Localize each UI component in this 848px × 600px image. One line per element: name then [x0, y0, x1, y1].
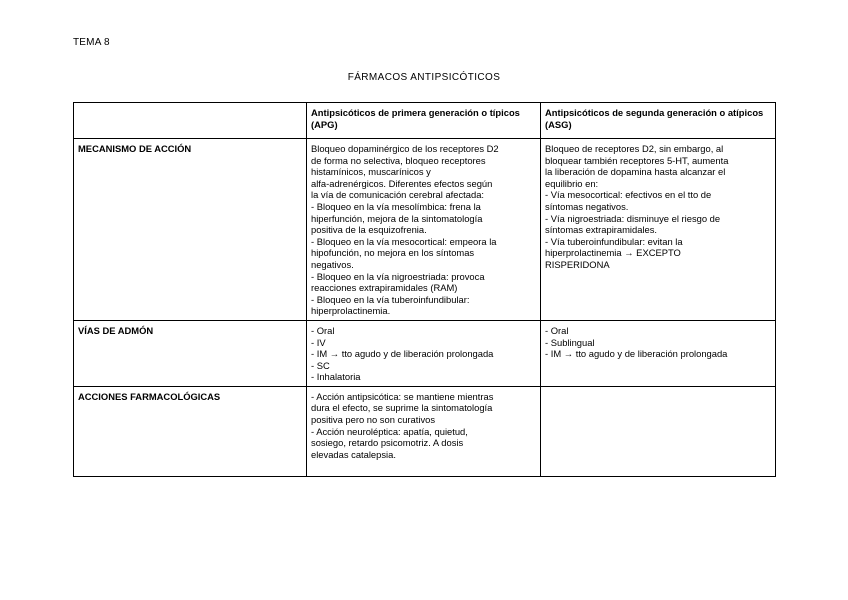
- cell-text-line: bloquear también receptores 5-HT, aumenta: [545, 154, 729, 166]
- document-title: FÁRMACOS ANTIPSICÓTICOS: [347, 72, 501, 83]
- cell-text-line: - Vía nigroestriada: disminuye el riesgo de: [545, 212, 721, 224]
- cell-vias-apg: [307, 320, 541, 386]
- cell-text-line: dura el efecto, se suprime la sintomatología: [311, 402, 493, 414]
- cell-text-line: - Bloqueo en la vía mesolímbica: frena la: [311, 200, 481, 212]
- cell-text-line: hiperprolactinemia.: [311, 305, 391, 317]
- antipsychotics-table: [73, 102, 776, 477]
- table-header-row: [74, 103, 776, 139]
- cell-text-line: la liberación de dopamina hasta alcanzar el: [545, 166, 726, 178]
- cell-text-line: síntomas extrapiramidales.: [545, 224, 658, 236]
- cell-text-line: Bloqueo de receptores D2, sin embargo, al: [545, 143, 724, 154]
- cell-text-line: - Acción neuroléptica: apatía, quietud,: [311, 425, 468, 437]
- cell-text-line: - Bloqueo en la vía mesocortical: empeora la: [311, 235, 497, 247]
- cell-text-line: - Bloqueo en la vía nigroestriada: provoca: [311, 270, 485, 282]
- row-label-acciones: ACCIONES FARMACOLÓGICAS: [74, 386, 307, 476]
- cell-text-line: negativos.: [311, 258, 354, 270]
- cell-text-line: histamínicos, muscarínicos y: [311, 166, 431, 178]
- cell-text-line: de forma no selectiva, bloqueo receptores: [311, 154, 486, 166]
- cell-text-line: - SC: [311, 359, 330, 371]
- cell-text-line: alfa-adrenérgicos. Diferentes efectos según: [311, 177, 493, 189]
- cell-mecanismo-apg: [307, 139, 541, 321]
- cell-text-line: - Acción antipsicótica: se mantiene mientras: [311, 390, 494, 402]
- row-acciones: [74, 386, 776, 476]
- cell-text-line: - IV: [311, 336, 326, 348]
- cell-text-line: reacciones extrapiramidales (RAM): [311, 282, 458, 294]
- cell-text-line: síntomas negativos.: [545, 200, 629, 212]
- cell-text-line: equilibrio en:: [545, 177, 599, 189]
- column-header-asg: Antipsicóticos de segunda generación o atípicos (ASG): [541, 103, 776, 139]
- cell-text-line: - Oral: [311, 324, 335, 336]
- row-label-vias: VÍAS DE ADMÓN: [74, 320, 307, 386]
- cell-mecanismo-asg: [541, 139, 776, 321]
- cell-text-line: positiva pero no son curativos: [311, 414, 436, 426]
- cell-text-line: hipofunción, no mejora en los síntomas: [311, 247, 475, 259]
- cell-vias-asg: [541, 320, 776, 386]
- cell-text-line: - Vía mesocortical: efectivos en el tto de: [545, 189, 712, 201]
- column-header-empty: [74, 103, 307, 139]
- cell-text-line: - IM → tto agudo y de liberación prolongada: [311, 348, 494, 360]
- cell-text-line: - Vía tuberoinfundibular: evitan la: [545, 235, 683, 247]
- row-vias: [74, 320, 776, 386]
- page-header-tema: TEMA 8: [73, 37, 110, 48]
- cell-acciones-asg: [541, 386, 776, 476]
- cell-text-line: - Inhalatoria: [311, 371, 361, 383]
- cell-acciones-apg: [307, 386, 541, 476]
- cell-text-line: hiperfunción, mejora de la sintomatología: [311, 212, 483, 224]
- cell-text-line: la vía de comunicación cerebral afectada:: [311, 189, 485, 201]
- cell-text-line: - Sublingual: [545, 336, 595, 348]
- cell-text-line: - Bloqueo en la vía tuberoinfundibular:: [311, 293, 470, 305]
- row-mecanismo: [74, 139, 776, 321]
- cell-text-line: RISPERIDONA: [545, 258, 610, 270]
- cell-text-line: elevadas catalepsia.: [311, 448, 396, 460]
- cell-text-line: - Oral: [545, 324, 569, 336]
- cell-text-line: hiperprolactinemia → EXCEPTO: [545, 247, 681, 259]
- cell-text-line: - IM → tto agudo y de liberación prolongada: [545, 348, 728, 360]
- cell-text-line: positiva de la esquizofrenia.: [311, 224, 427, 236]
- cell-text-line: sosiego, retardo psicomotriz. A dosis: [311, 437, 464, 449]
- cell-text-line: Bloqueo dopaminérgico de los receptores D2: [311, 143, 499, 154]
- column-header-apg: Antipsicóticos de primera generación o típicos (APG): [307, 103, 541, 139]
- row-label-mecanismo: MECANISMO DE ACCIÓN: [74, 139, 307, 321]
